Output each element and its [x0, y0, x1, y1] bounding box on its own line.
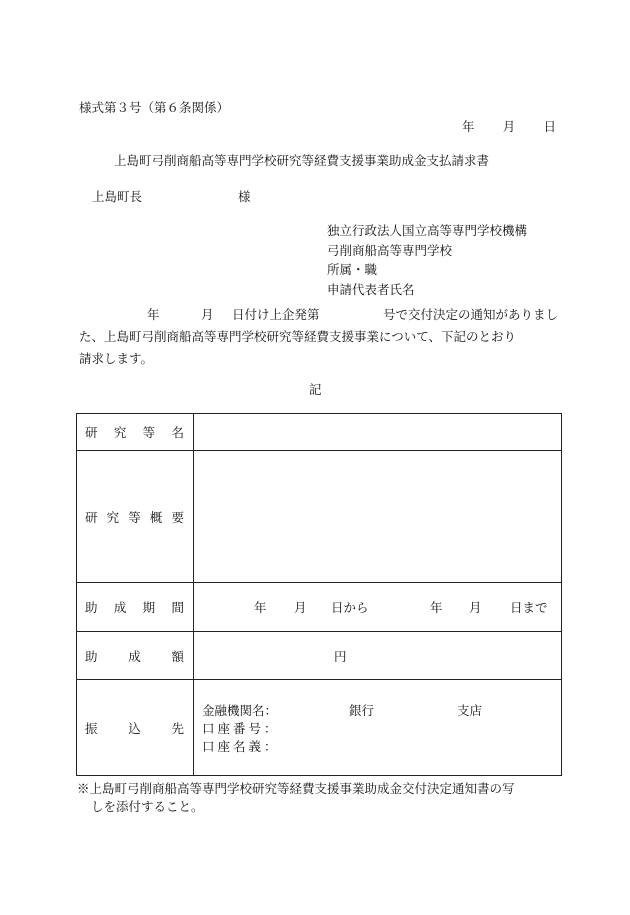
label-char: 研 [85, 425, 98, 440]
ki-heading: 記 [309, 382, 322, 397]
applicant-school: 弓削商船高等専門学校 [327, 242, 453, 258]
account-holder-label: 口座名義： [202, 738, 280, 754]
field-research-name[interactable] [194, 414, 562, 451]
applicant-block [327, 221, 527, 299]
label-char: 研 [85, 509, 98, 525]
row-amount [77, 632, 562, 680]
date-year: 年 [462, 119, 475, 134]
date-month: 月 [502, 119, 516, 134]
label-char: 助 [85, 648, 98, 664]
account-number-line [194, 719, 561, 737]
label-char: 名 [171, 425, 184, 440]
label-char: 振 [85, 720, 98, 736]
bank-name-label: 金融機関名： [202, 702, 278, 718]
row-period [77, 583, 562, 632]
amount-unit: 円 [334, 648, 347, 664]
label-char: 要 [171, 509, 184, 525]
label-char: 込 [128, 720, 141, 736]
body-paragraph [79, 304, 559, 370]
label-char: 額 [171, 648, 184, 664]
label-char: 間 [171, 600, 184, 615]
label-transfer [77, 680, 194, 776]
label-char: 成 [128, 648, 141, 664]
label-char: 等 [142, 425, 156, 440]
note-line-1: ※上島町弓削商船高等専門学校研究等経費支援事業助成金交付決定通知書の写 [77, 781, 515, 796]
honorific: 様 [238, 189, 251, 204]
form-number: 様式第３号（第６条関係） [79, 100, 230, 115]
label-char: 等 [128, 509, 141, 525]
field-amount[interactable] [194, 632, 562, 680]
field-period[interactable]: 年 月 日から 年 月 日まで [194, 583, 562, 632]
field-overview[interactable] [194, 451, 562, 583]
body-line-3: 請求します。 [79, 351, 154, 366]
document-title: 上島町弓削商船高等専門学校研究等経費支援事業助成金支払請求書 [114, 153, 490, 168]
applicant-rep: 申請代表者氏名 [327, 281, 415, 297]
note-line-2: しを添付すること。 [91, 799, 204, 814]
field-transfer[interactable] [194, 680, 562, 776]
account-number-label: 口座番号： [202, 720, 280, 736]
label-char: 成 [113, 600, 127, 615]
label-amount [77, 632, 194, 680]
applicant-org: 独立行政法人国立高等専門学校機構 [327, 223, 528, 238]
label-research-name [77, 414, 194, 451]
row-transfer [77, 680, 562, 776]
body-line-1: 年 月 日付け上企発第 号で交付決定の通知がありまし [147, 307, 559, 322]
label-char: 概 [149, 509, 163, 525]
date-day: 日 [543, 119, 556, 134]
row-overview [77, 451, 562, 583]
row-research-name [77, 414, 562, 451]
label-char: 究 [113, 425, 127, 440]
branch-suffix: 支店 [457, 702, 483, 718]
label-char: 究 [106, 509, 120, 525]
bank-suffix: 銀行 [349, 702, 375, 718]
label-char: 期 [142, 600, 156, 615]
applicant-dept: 所属・職 [327, 262, 378, 277]
label-char: 先 [171, 720, 184, 736]
date-line [462, 117, 556, 135]
account-holder-line [194, 737, 561, 755]
label-overview [77, 451, 194, 583]
body-line-2: た、上島町弓削商船高等専門学校研究等経費支援事業について、下記のとおり [79, 329, 517, 344]
label-char: 助 [85, 600, 98, 615]
request-table [76, 413, 562, 776]
addressee: 上島町長 [92, 189, 143, 204]
label-period [77, 583, 194, 632]
